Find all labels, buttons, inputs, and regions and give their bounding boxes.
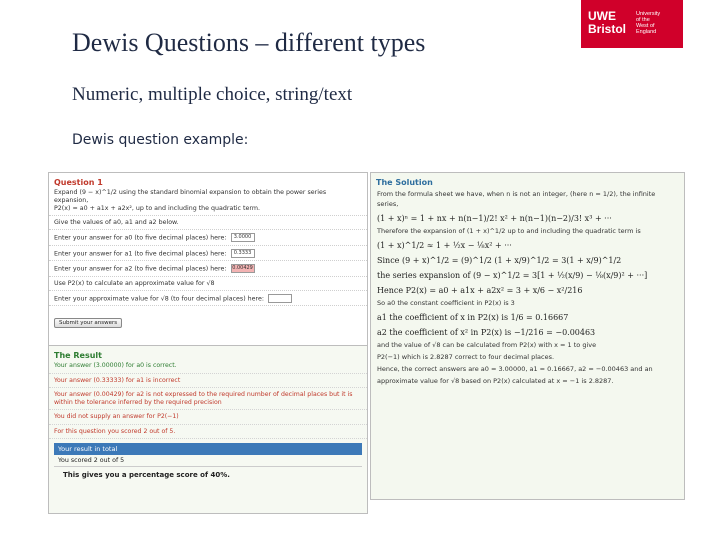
a0-row: [49, 233, 367, 246]
solution-math-5: Hence P2(x) = a0 + a1x + a2x² = 3 + x/6 − x²/216: [377, 286, 583, 295]
slide-subtitle: Numeric, multiple choice, string/text: [72, 84, 353, 105]
logo-small2: of the: [636, 17, 650, 23]
a1-input[interactable]: 0.3333: [231, 249, 255, 258]
solution-math-7: a2 the coefficient of x² in P2(x) is −1/216 = −0.00463: [377, 328, 596, 337]
example-label: Dewis question example:: [72, 132, 249, 148]
question-expand-text: Expand (9 − x)^1/2 using the standard binomial expansion to obtain the power series expansion,: [54, 189, 327, 204]
solution-text-7: approximate value for √8 based on P2(x) calculated at x = −1 is 2.8287.: [377, 377, 614, 385]
result-a2: Your answer (0.00429) for a2 is not expressed to the required number of decimal places but it is within the tolerance inferred by the required precision: [49, 391, 367, 410]
a2-label: Enter your answer for a2 (to five decimal places) here:: [54, 265, 227, 273]
question-give-values: Give the values of a0, a1 and a2 below.: [49, 219, 367, 230]
solution-math-1: (1 + x)ⁿ = 1 + nx + n(n−1)/2! x² + n(n−1)(n−2)/3! x³ + ···: [377, 214, 612, 223]
solution-panel: [370, 172, 685, 500]
logo-small3: West of: [636, 23, 655, 29]
slide-title: Dewis Questions – different types: [72, 28, 426, 57]
a1-row: [49, 249, 367, 262]
solution-text-6: Hence, the correct answers are a0 = 3.00000, a1 = 0.16667, a2 = −0.00463 and an: [377, 365, 653, 373]
solution-math-6: a1 the coefficient of x in P2(x) is 1/6 = 0.16667: [377, 313, 569, 322]
result-approx: You did not supply an answer for P2(−1): [49, 413, 367, 425]
uwe-bristol-logo: [581, 0, 683, 48]
approx-row: [49, 294, 367, 307]
result-heading: The Result: [54, 351, 102, 360]
result-score: For this question you scored 2 out of 5.: [49, 428, 367, 440]
logo-wordmark: [588, 10, 626, 36]
total-result-text: You scored 2 out of 5: [58, 457, 125, 464]
solution-text-4: and the value of √8 can be calculated from P2(x) with x = 1 to give: [377, 341, 597, 349]
logo-small4: England: [636, 29, 657, 35]
total-result-bar: Your result in total: [54, 443, 362, 455]
solution-math-4: the series expansion of (9 − x)^1/2 = 3[1 + ½(x/9) − ⅛(x/9)² + ···]: [377, 271, 648, 280]
a0-label: Enter your answer for a0 (to five decimal places) here:: [54, 234, 227, 242]
result-a0: Your answer (3.00000) for a0 is correct.: [49, 362, 367, 374]
logo-line1: UWE: [588, 9, 616, 23]
submit-answers-button[interactable]: Submit your answers: [54, 318, 122, 328]
approx-label: Enter your approximate value for √8 (to four decimal places) here:: [54, 295, 264, 302]
result-a1: Your answer (0.33333) for a1 is incorrect: [49, 377, 367, 389]
solution-text-1: From the formula sheet we have, when n is not an integer, (here n = 1/2), the infinite series,: [377, 190, 656, 208]
question-expand-text2: P2(x) = a0 + a1x + a2x², up to and including the quadratic term.: [49, 205, 367, 216]
percentage-score: This gives you a percentage score of 40%.: [54, 466, 362, 483]
solution-math-2: (1 + x)^1/2 ≈ 1 + ½x − ⅛x² + ···: [377, 241, 512, 250]
question-panel: [48, 172, 368, 346]
a0-input[interactable]: 3.0000: [231, 233, 255, 242]
a1-label: Enter your answer for a1 (to five decimal places) here:: [54, 250, 227, 257]
logo-smalltext: [636, 11, 660, 35]
a2-row: [49, 264, 367, 277]
solution-text-2: Therefore the expansion of (1 + x)^1/2 up to and including the quadratic term is: [377, 227, 641, 235]
logo-line2: Bristol: [588, 22, 627, 36]
solution-heading: The Solution: [376, 178, 433, 187]
result-panel: [48, 345, 368, 514]
a2-input[interactable]: 0.00429: [232, 265, 253, 271]
solution-text-5: P2(−1) which is 2.8287 correct to four decimal places.: [377, 353, 555, 361]
logo-small1: University: [636, 11, 661, 17]
question-heading: Question 1: [54, 178, 103, 187]
solution-text-3: So a0 the constant coefficient in P2(x) is 3: [377, 299, 515, 307]
approx-input[interactable]: [268, 294, 292, 303]
solution-math-3: Since (9 + x)^1/2 = (9)^1/2 (1 + x/9)^1/2 = 3(1 + x/9)^1/2: [377, 256, 622, 265]
question-use-text: Use P2(x) to calculate an approximate value for √8: [49, 280, 367, 291]
